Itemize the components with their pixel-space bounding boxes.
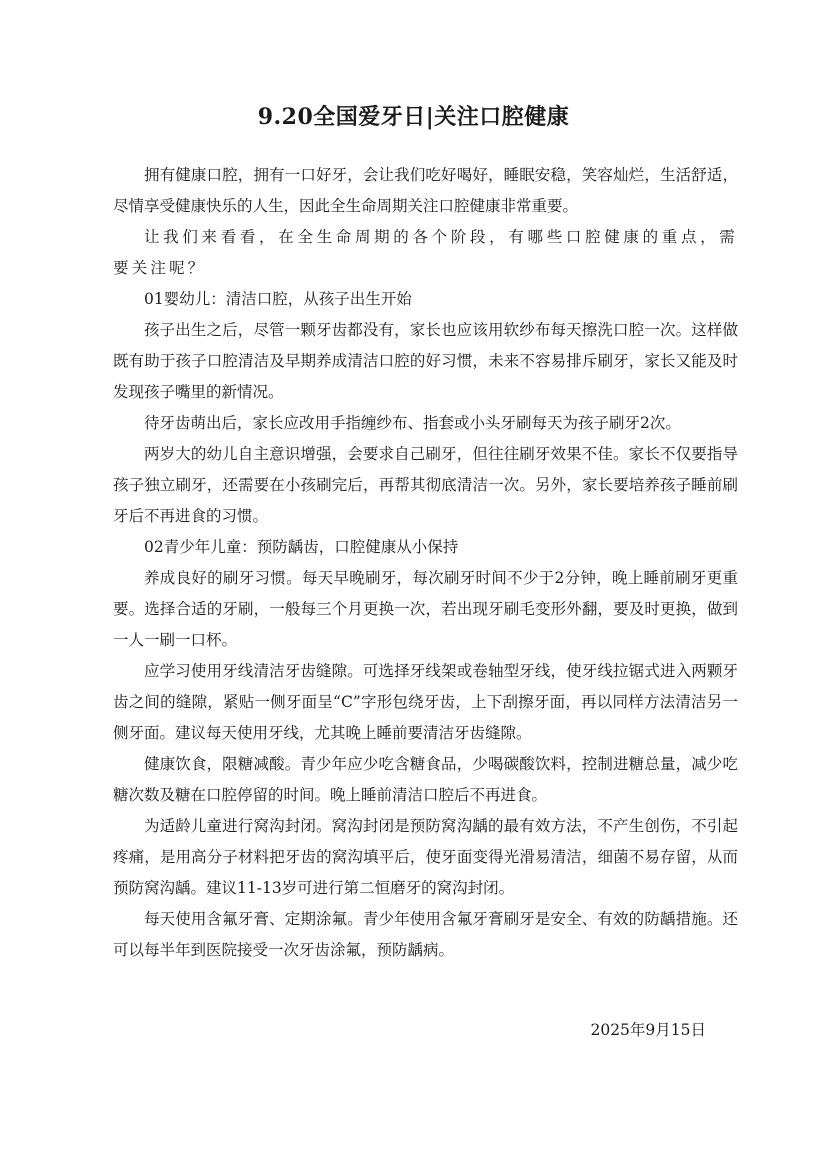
section-heading-youth: 02青少年儿童：预防龋齿，口腔健康从小保持 [144, 538, 459, 556]
paragraph-teeth-eruption: 待牙齿萌出后，家长应改用手指缠纱布、指套或小头牙刷每天为孩子刷牙2次。 [144, 414, 681, 432]
paragraph-toddler-brushing: 两岁大的幼儿自主意识增强，会要求自己刷牙，但往往刷牙效果不佳。家长不仅要指导孩子独立刷牙，还需要在小孩刷完后，再帮其彻底清洁一次。另外，家长要培养孩子睡前刷牙后不再进食的习惯。 [113, 445, 738, 525]
paragraph-intro: 拥有健康口腔，拥有一口好牙，会让我们吃好喝好，睡眠安稳，笑容灿烂，生活舒适，尽情享受健康快乐的人生，因此全生命周期关注口腔健康非常重要。 [113, 166, 738, 215]
paragraph-infant-cleaning: 孩子出生之后，尽管一颗牙齿都没有，家长也应该用软纱布每天擦洗口腔一次。这样做既有助于孩子口腔清洁及早期养成清洁口腔的好习惯，未来不容易排斥刷牙，家长又能及时发现孩子嘴里的新情况。 [113, 321, 738, 401]
document-title: 9.20全国爱牙日|关注口腔健康 [257, 104, 570, 130]
paragraph-diet: 健康饮食，限糖减酸。青少年应少吃含糖食品，少喝碳酸饮料，控制进糖总量，减少吃糖次数及糖在口腔停留的时间。晚上睡前清洁口腔后不再进食。 [113, 755, 738, 804]
paragraph-fluoride: 每天使用含氟牙膏、定期涂氟。青少年使用含氟牙膏刷牙是安全、有效的防龋措施。还可以每半年到医院接受一次牙齿涂氟，预防龋病。 [113, 910, 738, 959]
paragraph-brushing-habit: 养成良好的刷牙习惯。每天早晚刷牙，每次刷牙时间不少于2分钟，晚上睡前刷牙更重要。选择合适的牙刷，一般每三个月更换一次，若出现牙刷毛变形外翻，要及时更换，做到一人一刷一口杯。 [113, 569, 738, 649]
section-heading-infant: 01婴幼儿：清洁口腔，从孩子出生开始 [144, 290, 412, 308]
paragraph-floss: 应学习使用牙线清洁牙齿缝隙。可选择牙线架或卷轴型牙线，使牙线拉锯式进入两颗牙齿之间的缝隙，紧贴一侧牙面呈“C”字形包绕牙齿，上下刮擦牙面，再以同样方法清洁另一侧牙面。建议每天使用牙线，尤其晚上睡前要清洁牙齿缝隙。 [113, 662, 738, 742]
document-date: 2025年9月15日 [590, 1021, 706, 1039]
document-body [113, 160, 738, 966]
paragraph-question: 让我们来看看，在全生命周期的各个阶段，有哪些口腔健康的重点，需要关注呢？ [113, 228, 738, 277]
paragraph-pit-fissure-sealing: 为适龄儿童进行窝沟封闭。窝沟封闭是预防窝沟龋的最有效方法，不产生创伤，不引起疼痛，是用高分子材料把牙齿的窝沟填平后，使牙面变得光滑易清洁，细菌不易存留，从而预防窝沟龋。建议11-13岁可进行第二恒磨牙的窝沟封闭。 [113, 817, 738, 897]
